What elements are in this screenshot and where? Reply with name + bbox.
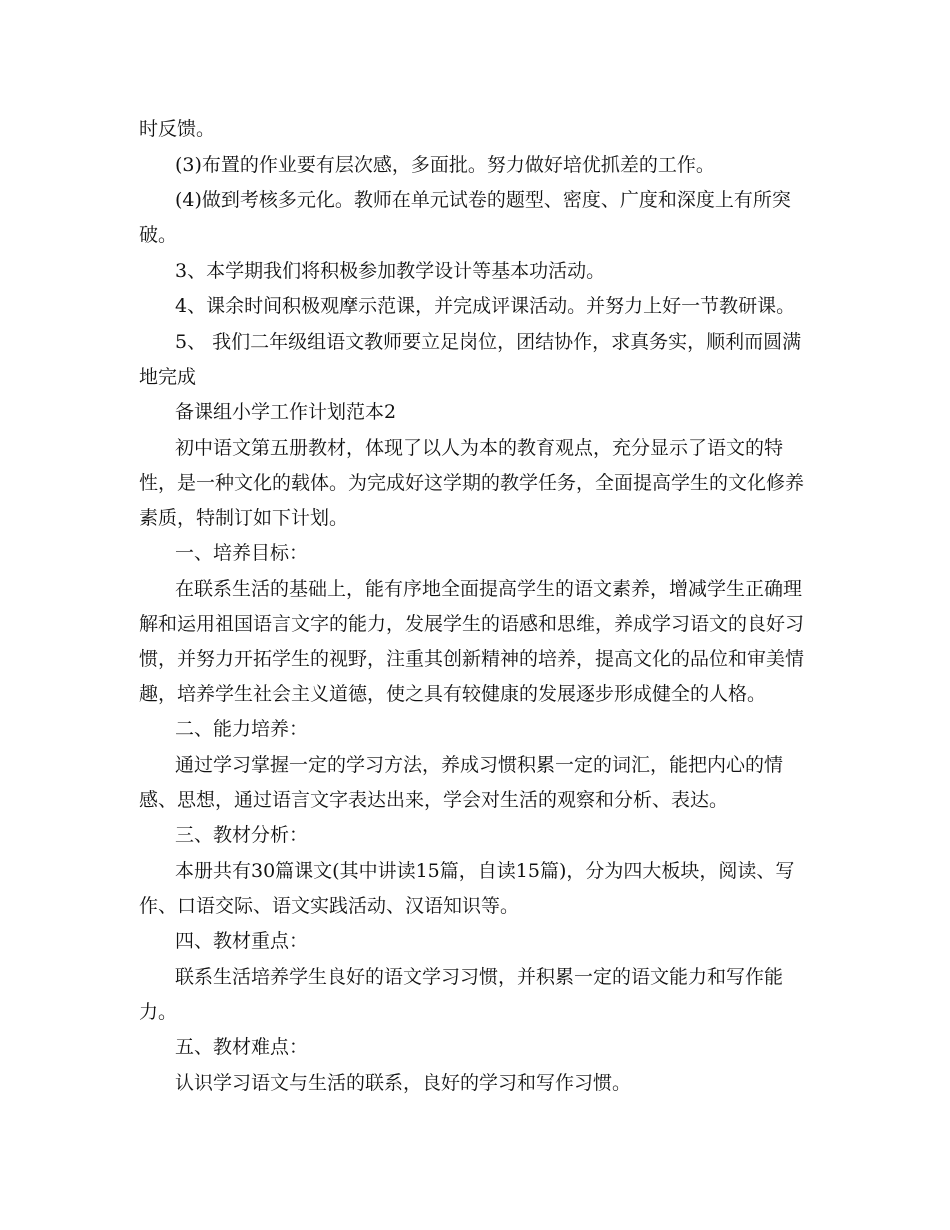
paragraph: 本册共有30篇课文(其中讲读15篇，自读15篇)，分为四大板块，阅读、写作、口语交际、语文实践活动、汉语知识等。 <box>139 859 795 917</box>
document-body <box>139 112 819 1101</box>
paragraph: 联系生活培养学生良好的语文学习习惯，并积累一定的语文能力和写作能力。 <box>139 965 784 1023</box>
section-heading: 二、能力培养： <box>175 718 309 740</box>
section-heading: 四、教材重点： <box>175 930 309 952</box>
paragraph: 初中语文第五册教材，体现了以人为本的教育观点，充分显示了语文的特性，是一种文化的载体。为完成好这学期的教学任务，全面提高学生的文化修养素质，特制订如下计划。 <box>139 436 805 529</box>
paragraph: 5、 我们二年级组语文教师要立足岗位，团结协作，求真务实，顺利而圆满地完成 <box>139 330 802 388</box>
paragraph: 3、本学期我们将积极参加教学设计等基本功活动。 <box>175 259 606 282</box>
paragraph: 时反馈。 <box>139 118 216 140</box>
paragraph: (3)布置的作业要有层次感，多面批。努力做好培优抓差的工作。 <box>175 153 715 176</box>
section-heading: 一、培养目标： <box>175 542 309 564</box>
section-heading: 五、教材难点： <box>175 1036 309 1058</box>
paragraph: 通过学习掌握一定的学习方法，养成习惯积累一定的词汇，能把内心的情感、思想，通过语言文字表达出来，学会对生活的观察和分析、表达。 <box>139 753 784 811</box>
paragraph: (4)做到考核多元化。教师在单元试卷的题型、密度、广度和深度上有所突破。 <box>139 189 791 246</box>
paragraph: 4、课余时间积极观摩示范课，并完成评课活动。并努力上好一节教研课。 <box>175 295 796 317</box>
paragraph: 认识学习语文与生活的联系，良好的学习和写作习惯。 <box>175 1071 632 1094</box>
section-heading: 三、教材分析： <box>175 824 309 846</box>
paragraph: 在联系生活的基础上，能有序地全面提高学生的语文素养，增减学生正确理解和运用祖国语言文字的能力，发展学生的语感和思维，养成学习语文的良好习惯，并努力开拓学生的视野，注重其创新精神的培养，提高文化的品位和审美情趣，培养学生社会主义道德，使之具有较健康的发展逐步形成健全的人格。 <box>139 577 805 705</box>
section-title: 备课组小学工作计划范本2 <box>175 401 397 423</box>
